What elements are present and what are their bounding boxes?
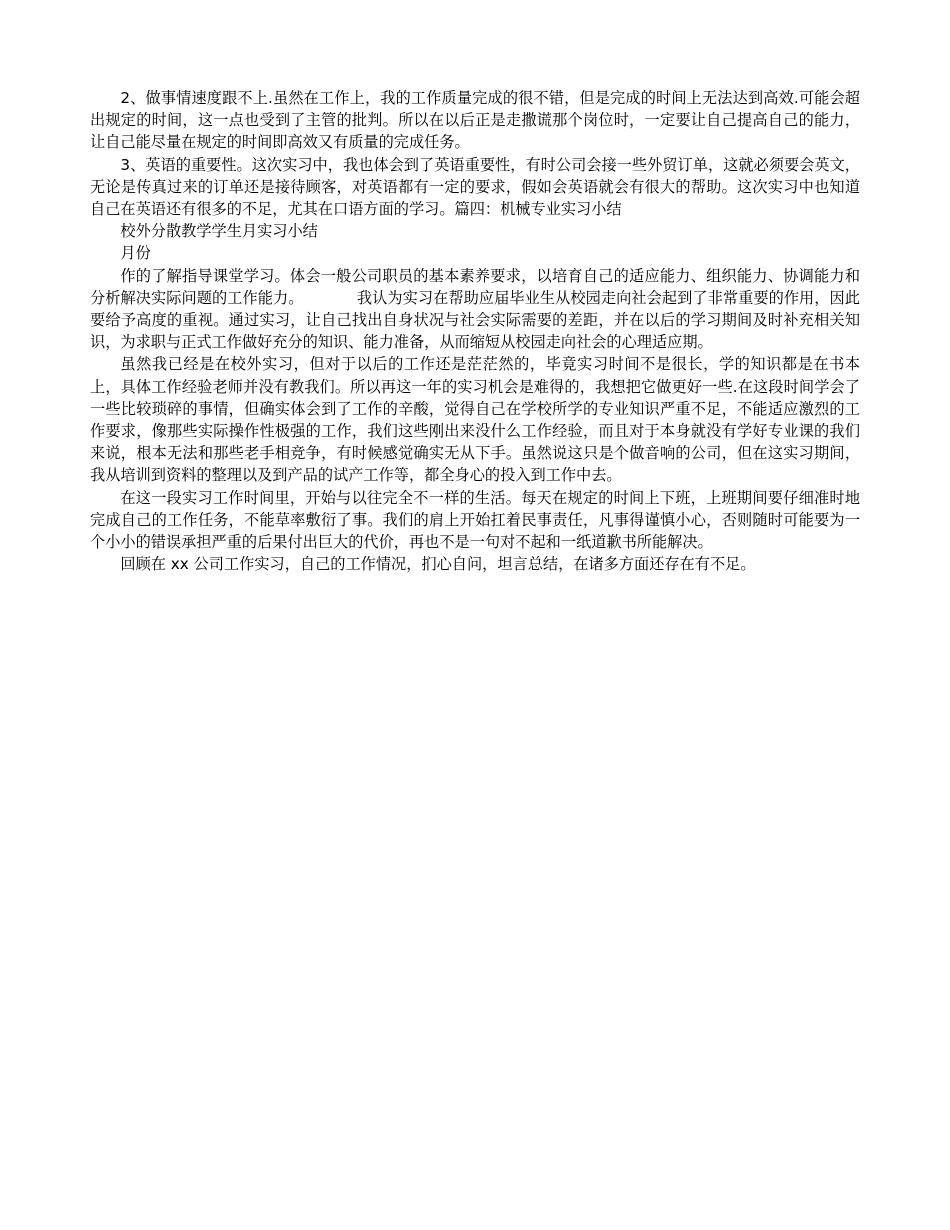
paragraph-review: 回顾在 xx 公司工作实习，自己的工作情况，扪心自问，坦言总结，在诸多方面还存在有不足。 — [120, 555, 756, 574]
document-body — [90, 87, 860, 575]
month-label: 月份 — [120, 244, 151, 263]
section-title: 校外分散教学学生月实习小结 — [120, 222, 318, 241]
paragraph-english: 3、英语的重要性。这次实习中，我也体会到了英语重要性，有时公司会接一些外贸订单，这就必须要会英文，无论是传真过来的订单还是接待顾客，对英语都有一定的要求，假如会英语就会有很大的帮助。这次实习中也知道自己在英语还有很多的不足，尤其在口语方面的学习。篇四：机械专业实习小结 — [90, 155, 860, 219]
paragraph-speed: 2、做事情速度跟不上.虽然在工作上，我的工作质量完成的很不错，但是完成的时间上无法达到高效.可能会超出规定的时间，这一点也受到了主管的批判。所以在以后正是走撒谎那个岗位时，一定要让自己提高自己的能力，让自己能尽量在规定的时间即高效又有质量的完成任务。 — [90, 89, 860, 152]
paragraph-work-life: 在这一段实习工作时间里，开始与以往完全不一样的生活。每天在规定的时间上下班，上班期间要仔细准时地完成自己的工作任务，不能草率敷衍了事。我们的肩上开始扛着民事责任，凡事得谨慎小心，否则随时可能要为一个小小的错误承担严重的后果付出巨大的代价，再也不是一句对不起和一纸道歉书所能解决。 — [90, 488, 860, 552]
paragraph-experience: 虽然我已经是在校外实习，但对于以后的工作还是茫茫然的，毕竟实习时间不是很长，学的知识都是在书本上，具体工作经验老师并没有教我们。所以再这一年的实习机会是难得的，我想把它做更好一些.在这段时间学会了一些比较琐碎的事情，但确实体会到了工作的辛酸，觉得自己在学校所学的专业知识严重不足，不能适应激烈的工作要求，像那些实际操作性极强的工作，我们这些刚出来没什么工作经验，而且对于本身就没有学好专业课的我们来说，根本无法和那些老手相竞争，有时候感觉确实无从下手。虽然说这只是个做音响的公司，但在这实习期间，我从培训到资料的整理以及到产品的试产工作等，都全身心的投入到工作中去。 — [90, 355, 860, 485]
paragraph-purpose: 作的了解指导课堂学习。体会一般公司职员的基本素养要求，以培育自己的适应能力、组织能力、协调能力和分析解决实际问题的工作能力。 我认为实习在帮助应届毕业生从校园走向社会起到了非常重要的作用，因此要给予高度的重视。通过实习，让自己找出自身状况与社会实际需要的差距，并在以后的学习期间及时补充相关知识，为求职与正式工作做好充分的知识、能力准备，从而缩短从校园走向社会的心理适应期。 — [90, 266, 860, 352]
